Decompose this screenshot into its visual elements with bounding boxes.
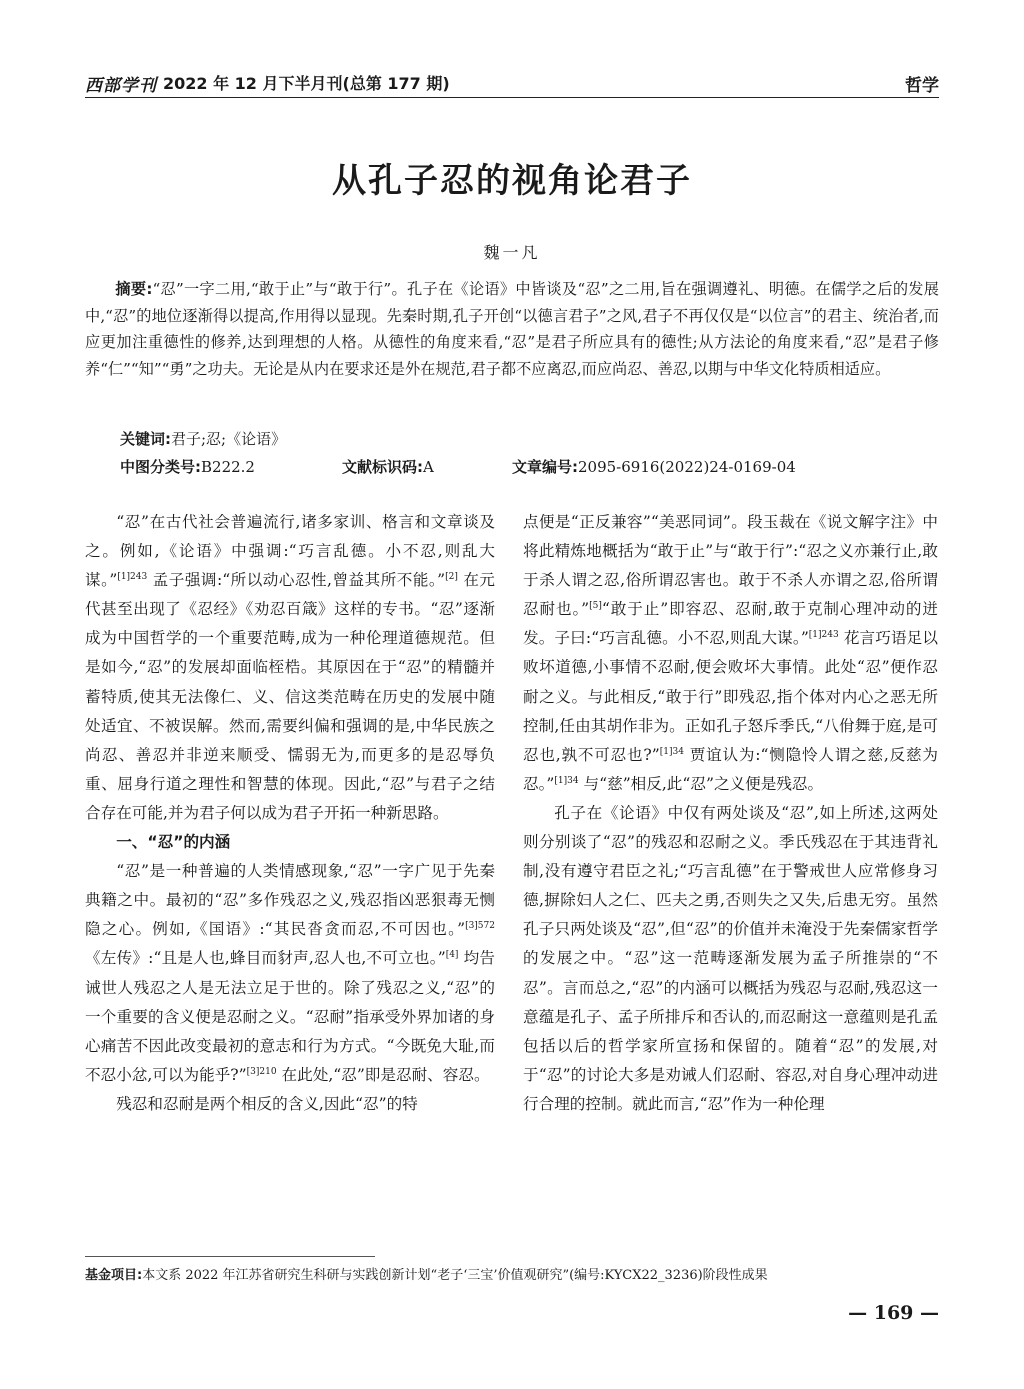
left-column xyxy=(85,508,495,1119)
header-rule xyxy=(85,97,939,98)
article-title: 从孔子忍的视角论君子 xyxy=(332,161,692,201)
keywords-label: 关键词: xyxy=(120,430,171,448)
fund-text: 本文系 2022 年江苏省研究生科研与实践创新计划“老子‘三宝’价值观研究”(编号:KYCX22_3236)阶段性成果 xyxy=(142,1268,768,1283)
keywords-value: 君子;忍;《论语》 xyxy=(171,430,287,448)
fund-footnote xyxy=(85,1264,939,1283)
keywords xyxy=(120,428,286,449)
section-label: 哲学 xyxy=(905,76,939,96)
fund-label: 基金项目: xyxy=(85,1268,143,1283)
right-column xyxy=(523,508,938,1119)
paragraph: “忍”是一种普遍的人类情感现象,“忍”一字广见于先秦典籍之中。最初的“忍”多作残忍之义,残忍指凶恶狠毒无恻隐之心。例如,《国语》:“其民沓贪而忍,不可因也。”$^{[3]572}$《左传》:“且是人也,蜂目而豺声,忍人也,不可立也。”[4] 均告诫世人残忍之人是无法立足于世的。除了残忍之义,“忍”的一个重要的含义便是忍耐之义。“忍耐”指承受外界加诸的身心痛苦不因此改变最初的意志和行为方式。“今既免大耻,而不忍小忿,可以为能乎?”$^{[3]210}$ 在此处,“忍”即是忍耐、容忍。 xyxy=(85,862,495,1084)
article-number: 文章编号:2095-6916(2022)24-0169-04 xyxy=(512,458,796,476)
abstract-label: 摘要: xyxy=(115,280,153,298)
paragraph: “忍”在古代社会普遍流行,诸多家训、格言和文章谈及之。例如,《论语》中强调:“巧言乱德。小不忍,则乱大谋。”$^{[1]243}$ 孟子强调:“所以动心忍性,曾益其所不能。”[2] 在元代甚至出现了《忍经》《劝忍百箴》这样的专书。“忍”逐渐成为中国哲学的一个重要范畴,成为一种伦理道德规范。但是如今,“忍”的发展却面临桎梏。其原因在于“忍”的精髓并蓄特质,使其无法像仁、义、信这类范畴在历史的发展中随处适宜、不被误解。然而,需要纠偏和强调的是,中华民族之尚忍、善忍并非逆来顺受、懦弱无为,而更多的是忍辱负重、屈身行道之理性和智慧的体现。因此,“忍”与君子之结合存在可能,并为君子何以成为君子开拓一种新思路。 xyxy=(85,513,495,822)
citation: [1]243 xyxy=(117,572,148,583)
journal-logo: 西部学刊 xyxy=(85,76,157,96)
citation: [1]243 xyxy=(808,630,839,641)
page-number: — 169 — xyxy=(848,1302,939,1324)
citation: [1]34 xyxy=(554,775,579,786)
paragraph: 点便是“正反兼容”“美恶同词”。段玉裁在《说文解字注》中将此精炼地概括为“敢于止”与“敢于行”:“忍之义亦兼行止,敢于杀人谓之忍,俗所谓忍害也。敢于不杀人亦谓之忍,俗所谓忍耐也。”[5]“敢于止”即容忍、忍耐,敢于克制心理冲动的迸发。子曰:“巧言乱德。小不忍,则乱大谋。”$^{[1]243}$ 花言巧语足以败坏道德,小事情不忍耐,便会败坏大事情。此处“忍”便作忍耐之义。与此相反,“敢于行”即残忍,指个体对内心之恶无所控制,任由其胡作非为。正如孔子怒斥季氏,“八佾舞于庭,是可忍也,孰不可忍也?”$^{[1]34}$ 贾谊认为:“恻隐怜人谓之慈,反慈为忍。”$^{[1]34}$ 与“慈”相反,此“忍”之义便是残忍。 xyxy=(523,513,938,793)
citation: [4] xyxy=(445,950,459,961)
citation: [3]572 xyxy=(465,921,495,932)
paragraph: 残忍和忍耐是两个相反的含义,因此“忍”的特 xyxy=(116,1094,418,1113)
paragraph: 孔子在《论语》中仅有两处谈及“忍”,如上所述,这两处则分别谈了“忍”的残忍和忍耐之义。季氏残忍在于其违背礼制,没有遵守君臣之礼;“巧言乱德”在于警戒世人应常修身习德,摒除妇人之仁、匹夫之勇,否则失之又失,后患无穷。虽然孔子只两处谈及“忍”,但“忍”的价值并未淹没于先秦儒家哲学的发展之中。“忍”这一范畴逐渐发展为孟子所推崇的“不忍”。言而总之,“忍”的内涵可以概括为残忍与忍耐,残忍这一意蕴是孔子、孟子所排斥和否认的,而忍耐这一意蕴则是孔孟包括以后的哲学家所宣扬和保留的。随着“忍”的发展,对于“忍”的讨论大多是劝诫人们忍耐、容忍,对自身心理冲动进行合理的控制。就此而言,“忍”作为一种伦理 xyxy=(523,803,938,1113)
abstract xyxy=(85,276,939,382)
section-heading: 一、“忍”的内涵 xyxy=(116,833,231,852)
issue-info: 2022 年 12 月下半月刊(总第 177 期) xyxy=(163,74,450,93)
citation: [5] xyxy=(589,601,602,612)
footnote-rule xyxy=(85,1256,375,1257)
abstract-text: “忍”一字二用,“敢于止”与“敢于行”。孔子在《论语》中皆谈及“忍”之二用,旨在强调遵礼、明德。在儒学之后的发展中,“忍”的地位逐渐得以提高,作用得以显现。先秦时期,孔子开创“以德言君子”之风,君子不再仅仅是“以位言”的君主、统治者,而应更加注重德性的修养,达到理想的人格。从德性的角度来看,“忍”是君子所应具有的德性;从方法论的角度来看,“忍”是君子修养“仁”“知”“勇”之功夫。无论是从内在要求还是外在规范,君子都不应离忍,而应尚忍、善忍,以期与中华文化特质相适应。 xyxy=(85,280,939,378)
author-name: 魏一凡 xyxy=(483,243,541,262)
citation: [1]34 xyxy=(659,746,684,757)
citation: [3]210 xyxy=(246,1066,277,1077)
page-header xyxy=(85,68,939,98)
clc-number: 中图分类号:B222.2 xyxy=(120,458,255,476)
citation: [2] xyxy=(445,572,458,583)
document-code: 文献标识码:A xyxy=(342,458,434,476)
